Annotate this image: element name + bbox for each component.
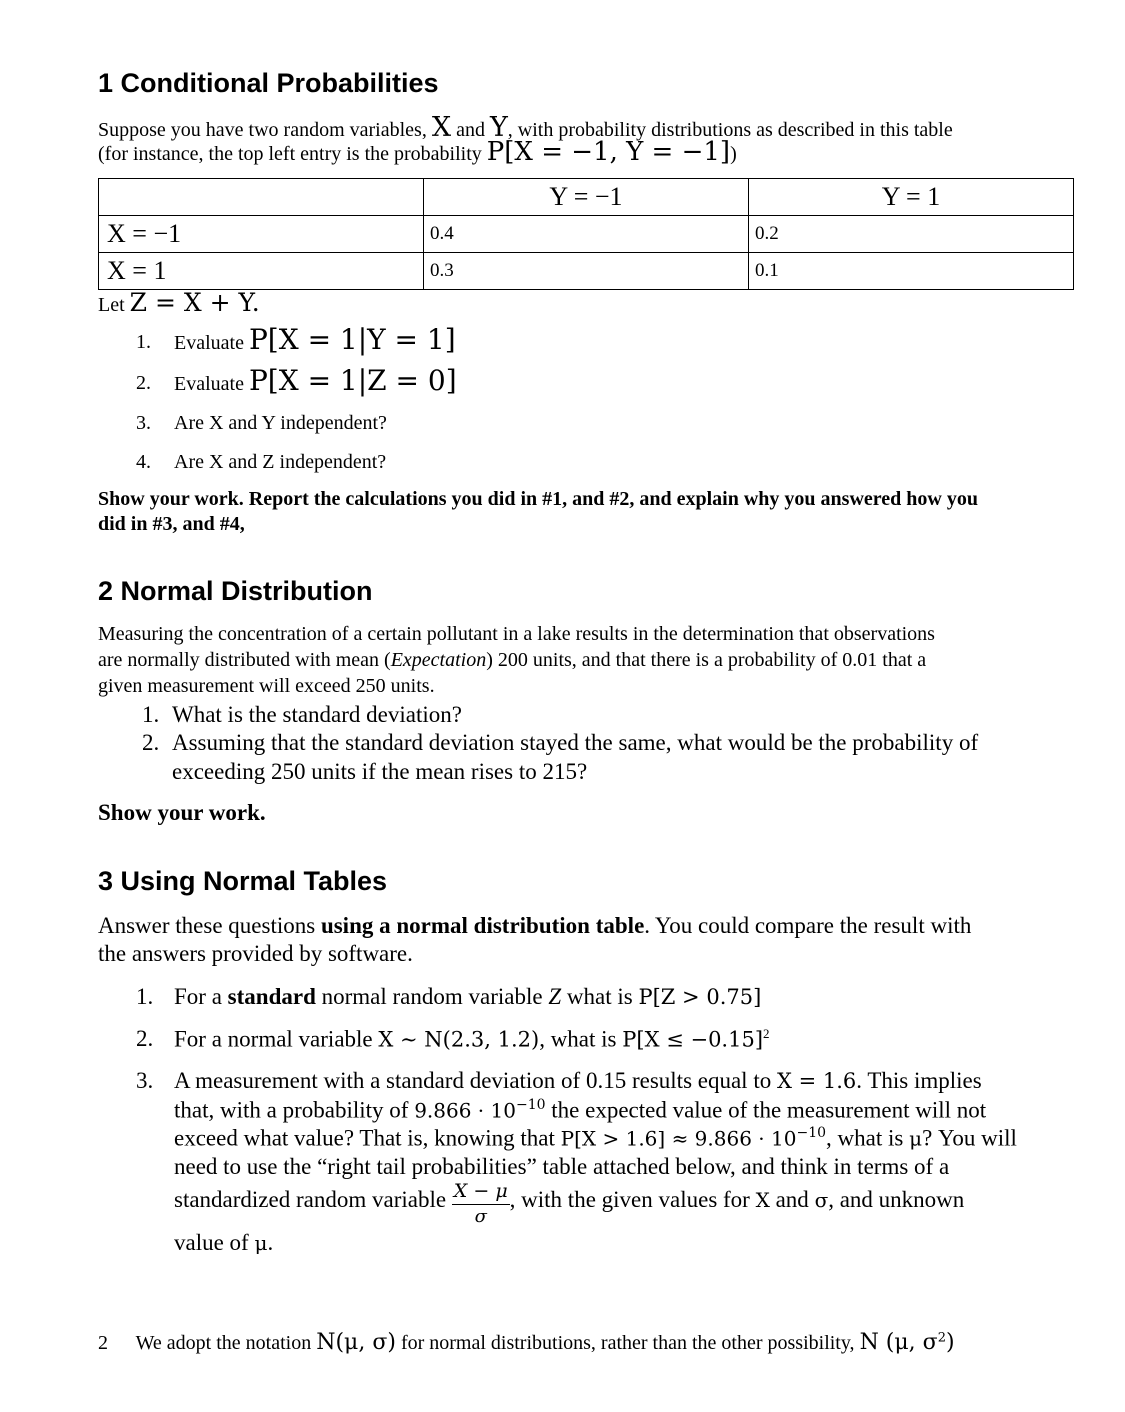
list-item: Are X and Y independent? [174,412,387,434]
list-item: For a normal variable X ∼ N(2.3, 1.2), what is P[X ≤ −0.15]$^2$ [174,1026,770,1052]
table-row-label: X = 1 [99,253,424,290]
list-item-line: value of μ. [174,1230,274,1255]
list-item: Evaluate P[X = 1|Y = 1] [174,323,456,356]
table-header-row [99,179,1074,216]
section2-para-line3: given measurement will exceed 250 units. [98,675,435,697]
section2-para-line1: Measuring the concentration of a certain pollutant in a lake results in the determination that observations [98,623,935,645]
standardized-fraction: $\frac{X - \mu}{\sigma}$ [453,1180,508,1227]
section3-heading: 3 Using Normal Tables [98,866,388,896]
list-number: 1. [136,984,154,1009]
table-header-cell: Y = −1 [424,179,749,216]
table-cell: 0.4 [424,216,749,253]
list-number: 1. [142,702,160,727]
show-work-line: Show your work. [98,800,266,825]
list-number: 4. [136,451,151,473]
table-header-cell [99,179,424,216]
table-cell: 0.1 [749,253,1074,290]
table-cell: 0.2 [749,216,1074,253]
probability-table [98,178,1074,290]
list-number: 3. [136,412,151,434]
footnote-number: 2 [98,1332,108,1354]
table-cell: 0.3 [424,253,749,290]
table-row-label: X = −1 [99,216,424,253]
section2-para-line2: are normally distributed with mean (Expectation) 200 units, and that there is a probability of 0.01 that a [98,649,927,671]
list-item-line: A measurement with a standard deviation of 0.15 results equal to X = 1.6. This implies [174,1068,982,1093]
list-item-line: exceed what value? That is, knowing that $P[X > 1.6] \approx 9.866 \cdot 10^{-10}$, what is μ? You will [174,1125,1017,1151]
table-row [99,216,1074,253]
section3-para-line2: the answers provided by software. [98,941,413,966]
section1-heading: 1 Conditional Probabilities [98,68,439,98]
table-header-cell: Y = 1 [749,179,1074,216]
section1-intro-line1: Suppose you have two random variables, X and Y, with probability distributions as described in this table [98,112,953,143]
list-item: Assuming that the standard deviation stayed the same, what would be the probability of [172,730,979,755]
list-item-line: standardized random variable $\frac{X - \mu}{\sigma}$ , with the given values for X and σ, and unknown [174,1180,965,1227]
list-item-line: that, with a probability of $9.866 \cdot 10^{-10}$ the expected value of the measurement will not [174,1097,987,1123]
list-item: For a standard normal random variable Z what is P[Z > 0.75] [174,984,762,1009]
list-item-line: need to use the “right tail probabilities” table attached below, and think in terms of a [174,1154,950,1179]
section1-intro-line2: (for instance, the top left entry is the probability P[X = −1, Y = −1]) [98,137,737,167]
list-number: 2. [142,730,160,755]
list-number: 2. [136,372,151,394]
show-work-line1: Show your work. Report the calculations you did in #1, and #2, and explain why you answered how you [98,488,978,510]
list-number: 2. [136,1026,154,1051]
footnote: 2 We adopt the notation N(μ, σ) for normal distributions, rather than the other possibility, N (μ, $\sigma^2$) [98,1330,955,1355]
list-item-continuation: exceeding 250 units if the mean rises to 215? [172,759,588,784]
list-number: 1. [136,331,151,353]
section3-para-line1: Answer these questions using a normal distribution table. You could compare the result with [98,913,972,938]
list-item: What is the standard deviation? [172,702,462,727]
section2-heading: 2 Normal Distribution [98,576,373,606]
let-definition: Let Z = X + Y. [98,288,260,317]
list-number: 3. [136,1068,154,1093]
table-row [99,253,1074,290]
list-item: Evaluate P[X = 1|Z = 0] [174,364,457,397]
list-item: Are X and Z independent? [174,451,387,473]
show-work-line2: did in #3, and #4, [98,513,245,535]
